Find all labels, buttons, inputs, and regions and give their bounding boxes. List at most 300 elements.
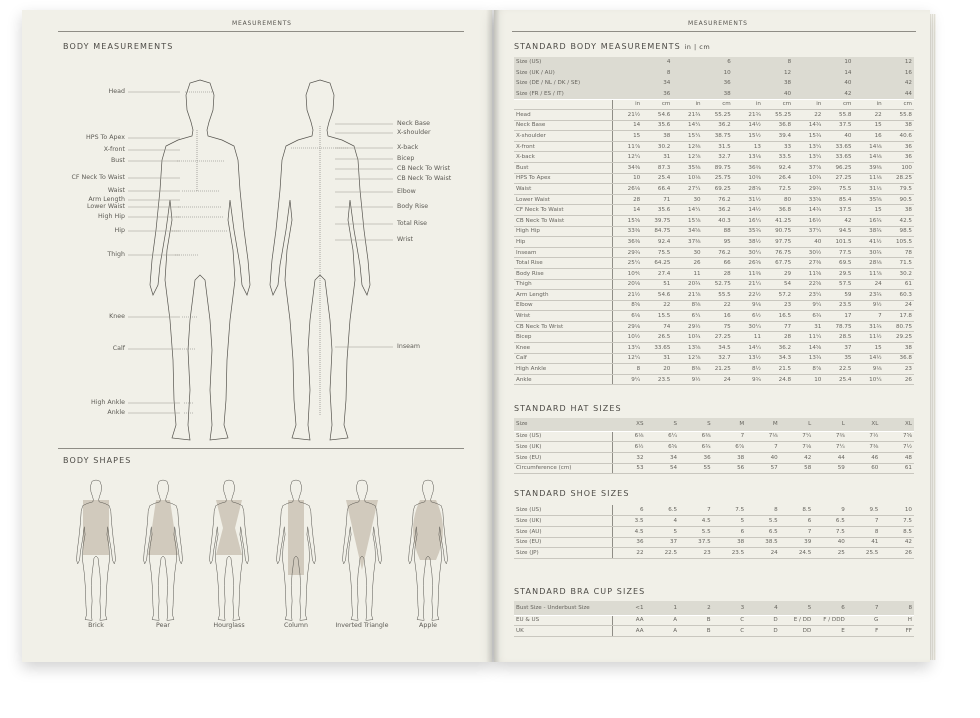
cell: 4.5 [679, 516, 713, 527]
body-shape-label: Hourglass [213, 622, 245, 629]
cell: 10¾ [672, 332, 702, 343]
cell: 15.5 [642, 311, 672, 322]
cell: E [813, 626, 847, 637]
cell: DD [780, 626, 814, 637]
cell: 8⅜ [672, 364, 702, 375]
front-label: Bust [110, 157, 125, 164]
cell: 11¼ [793, 332, 823, 343]
cell: 55.25 [703, 110, 733, 121]
cell: 78 [884, 247, 914, 258]
row-label: UK [514, 626, 612, 637]
cell: 8 [847, 526, 881, 537]
body-measurements-table [514, 57, 914, 385]
body-shape-label: Apple [419, 622, 437, 629]
table-row [514, 68, 914, 79]
cell: 29¾ [612, 247, 642, 258]
cell: 28 [703, 268, 733, 279]
cell: 9½ [672, 374, 702, 385]
body-table-title-text: STANDARD BODY MEASUREMENTS [514, 42, 681, 51]
cell: 33⅜ [612, 226, 642, 237]
cell: 12 [854, 57, 915, 68]
row-label: Lower Waist [514, 194, 612, 205]
cell: 15¾ [793, 131, 823, 142]
cell: 21½ [612, 110, 642, 121]
cell: 56 [713, 463, 747, 474]
cell: 42.5 [884, 215, 914, 226]
cell: 15 [854, 343, 884, 354]
cell: 57 [746, 463, 780, 474]
cell: 7⅛ [746, 431, 780, 442]
cell: 22 [642, 300, 672, 311]
table-row [514, 332, 914, 343]
table-row [514, 215, 914, 226]
body-shape-inverted-triangle [343, 480, 382, 620]
table-row [514, 526, 914, 537]
cell: 6¼ [646, 431, 680, 442]
cell: 41.25 [763, 215, 793, 226]
cell: 11⅞ [854, 268, 884, 279]
front-label: Ankle [107, 409, 125, 416]
cell: 16 [854, 131, 884, 142]
row-label: CF Neck To Waist [514, 205, 612, 216]
row-label [514, 99, 612, 110]
cell: 34.5 [703, 343, 733, 354]
cell: 40 [746, 452, 780, 463]
cell: 36.2 [703, 205, 733, 216]
cell: 31 [642, 353, 672, 364]
row-label: Head [514, 110, 612, 121]
cell: 69.5 [823, 258, 853, 269]
cell: 31 [793, 321, 823, 332]
body-shape-brick [77, 480, 116, 620]
cell: 13¼ [793, 141, 823, 152]
cell: 76.2 [703, 194, 733, 205]
table-row [514, 258, 914, 269]
front-label: Lower Waist [86, 203, 125, 210]
cell: 42 [880, 537, 914, 548]
back-label: Body Rise [397, 203, 429, 210]
cell: 8 [612, 364, 642, 375]
cell: 4 [746, 601, 780, 615]
cell: 30.2 [884, 268, 914, 279]
cell: 12¼ [612, 152, 642, 163]
cell: 22.5 [823, 364, 853, 375]
cell: 8⅝ [612, 300, 642, 311]
cell: 11⅛ [854, 173, 884, 184]
back-label: Elbow [397, 188, 416, 195]
cell: 92.4 [763, 162, 793, 173]
cell: 40.3 [703, 215, 733, 226]
table-row [514, 463, 914, 474]
cell: 34 [646, 452, 680, 463]
cell: 8⅞ [793, 364, 823, 375]
cell: 15 [854, 205, 884, 216]
cell: cm [823, 99, 853, 110]
cell: 33.65 [823, 141, 853, 152]
body-shape-label: Column [283, 622, 309, 629]
cell: 7 [713, 431, 747, 442]
cell: 14⅛ [854, 141, 884, 152]
cell: 37.5 [823, 205, 853, 216]
cell: 26⅝ [733, 258, 763, 269]
back-label: Bicep [397, 155, 415, 162]
cell: 80.75 [884, 321, 914, 332]
cell: 7 [780, 526, 814, 537]
cell: 40 [813, 537, 847, 548]
front-label: HPS To Apex [86, 134, 125, 141]
cell: 97.75 [763, 237, 793, 248]
cell: 77 [763, 321, 793, 332]
cell: 14½ [733, 120, 763, 131]
table-row [514, 601, 914, 615]
row-label: Body Rise [514, 268, 612, 279]
cell: 85.4 [823, 194, 853, 205]
cell: 75.5 [642, 247, 672, 258]
cell: 61 [880, 463, 914, 474]
table-row [514, 141, 914, 152]
cell: FF [880, 626, 914, 637]
cell: 96.25 [823, 162, 853, 173]
row-label: Size (UK / AU) [514, 68, 612, 79]
row-label: Thigh [514, 279, 612, 290]
cell: 22 [612, 548, 646, 559]
cell: XL [880, 418, 914, 431]
cell: G [847, 615, 881, 626]
cell: 60.3 [884, 290, 914, 301]
cell: 14 [612, 205, 642, 216]
body-shape-label: Pear [156, 622, 170, 629]
cell: 6 [813, 601, 847, 615]
cell: 59 [823, 290, 853, 301]
table-row [514, 505, 914, 516]
cell: 21¼ [733, 279, 763, 290]
cell: 40 [733, 89, 793, 100]
cell: 26 [884, 374, 914, 385]
cell: 101.5 [823, 237, 853, 248]
cell: 6 [713, 526, 747, 537]
cell: 26.5 [642, 332, 672, 343]
cell: 22½ [733, 290, 763, 301]
cell: 48 [880, 452, 914, 463]
cell: 94.5 [823, 226, 853, 237]
cell: 23.5 [642, 374, 672, 385]
cell: D [746, 615, 780, 626]
cell: 16 [703, 311, 733, 322]
cell: B [679, 615, 713, 626]
cell: 21.5 [763, 364, 793, 375]
cell: 37¼ [793, 226, 823, 237]
cell: 38 [642, 131, 672, 142]
table-row [514, 78, 914, 89]
table-row [514, 343, 914, 354]
back-label: Total Rise [397, 220, 427, 227]
cell: 5 [713, 516, 747, 527]
cell: 30¼ [733, 247, 763, 258]
cell: 71.5 [884, 258, 914, 269]
cell: 38½ [733, 237, 763, 248]
cell: 105.5 [884, 237, 914, 248]
cell: 40 [823, 131, 853, 142]
cell: 84.75 [642, 226, 672, 237]
cell: 23.5 [823, 300, 853, 311]
row-label: Size (AU) [514, 526, 612, 537]
cell: L [813, 418, 847, 431]
cell: 37⅞ [793, 162, 823, 173]
cell: 8 [612, 68, 672, 79]
cell: 6⅜ [679, 431, 713, 442]
cell: 9⅛ [733, 300, 763, 311]
cell: 34⅜ [612, 162, 642, 173]
cell: 57.2 [763, 290, 793, 301]
body-shapes-title: BODY SHAPES [63, 456, 132, 465]
cell: 23¾ [854, 290, 884, 301]
cell: 55.8 [823, 110, 853, 121]
cell: 5 [646, 526, 680, 537]
cell: in [733, 99, 763, 110]
cell: 7 [847, 516, 881, 527]
cell: 27¼ [672, 184, 702, 195]
cell: 36 [884, 152, 914, 163]
cell: 42 [780, 452, 814, 463]
cell: 26.4 [763, 173, 793, 184]
cell: 31½ [733, 194, 763, 205]
cell: 9 [813, 505, 847, 516]
cell: 7.5 [880, 516, 914, 527]
table-row [514, 321, 914, 332]
body-shape-label: Brick [88, 622, 104, 629]
row-label: EU & US [514, 615, 612, 626]
cell: 77.5 [823, 247, 853, 258]
cell: 38.75 [703, 131, 733, 142]
cell: 15½ [733, 131, 763, 142]
cell: 39 [780, 537, 814, 548]
cell: AA [612, 615, 646, 626]
row-label: Size (JP) [514, 548, 612, 559]
cell: 10 [793, 57, 853, 68]
table-row [514, 548, 914, 559]
cell: 8 [746, 505, 780, 516]
back-label: CB Neck To Waist [397, 175, 452, 182]
cell: 36.8 [763, 205, 793, 216]
cell: 36⅜ [733, 162, 763, 173]
cell: 35⅜ [672, 162, 702, 173]
back-label: Neck Base [397, 120, 431, 127]
cell: 41½ [854, 237, 884, 248]
cell: 34.3 [763, 353, 793, 364]
cell: 25¼ [612, 258, 642, 269]
cell: 7½ [847, 431, 881, 442]
cell: 78.75 [823, 321, 853, 332]
row-label: Inseam [514, 247, 612, 258]
cell: 7 [854, 311, 884, 322]
cell: 22 [793, 110, 823, 121]
cell: 13⅝ [672, 343, 702, 354]
row-label: Knee [514, 343, 612, 354]
cell: 75 [703, 321, 733, 332]
row-label: Hip [514, 237, 612, 248]
cell: 9⅛ [854, 364, 884, 375]
left-mid-rule [58, 448, 464, 449]
row-label: Arm Length [514, 290, 612, 301]
cell: 10 [880, 505, 914, 516]
hat-table-title: STANDARD HAT SIZES [514, 404, 622, 413]
table-row [514, 57, 914, 68]
cell: 28 [612, 194, 642, 205]
cell: 4 [646, 516, 680, 527]
cell: 29.5 [823, 268, 853, 279]
cell: 5 [780, 601, 814, 615]
cell: 9¼ [793, 300, 823, 311]
cell: 34⅝ [672, 226, 702, 237]
cell: in [854, 99, 884, 110]
cell: 15¼ [672, 131, 702, 142]
cell: 60 [847, 463, 881, 474]
cell: 79.5 [884, 184, 914, 195]
cell: 30 [672, 247, 702, 258]
cell: 8.5 [780, 505, 814, 516]
cell: 7½ [880, 442, 914, 453]
cell: 100 [884, 162, 914, 173]
cell: 7⅛ [780, 442, 814, 453]
cell: 57.5 [823, 279, 853, 290]
cell: F / DDD [813, 615, 847, 626]
cell: 21¾ [672, 110, 702, 121]
cell: 28 [763, 332, 793, 343]
cell: 6¾ [793, 311, 823, 322]
cell: B [679, 626, 713, 637]
cell: 76.2 [703, 247, 733, 258]
row-label: CB Neck To Waist [514, 215, 612, 226]
cell: 7⅝ [880, 431, 914, 442]
cell: 54.6 [642, 290, 672, 301]
cell: C [713, 626, 747, 637]
cell: 42 [823, 215, 853, 226]
cell: 74 [642, 321, 672, 332]
row-label: HPS To Apex [514, 173, 612, 184]
cell: 8.5 [880, 526, 914, 537]
cell: F [847, 626, 881, 637]
cell: 13 [733, 141, 763, 152]
cell: 33 [763, 141, 793, 152]
cell: 10 [612, 173, 642, 184]
cell: 36⅜ [612, 237, 642, 248]
cell: <1 [612, 601, 646, 615]
cell: 28.25 [884, 173, 914, 184]
cell: 90.5 [884, 194, 914, 205]
cell: 7⅜ [813, 431, 847, 442]
cell: AA [612, 626, 646, 637]
table-row [514, 374, 914, 385]
shoe-sizes-table [514, 505, 914, 559]
cell: S [646, 418, 680, 431]
body-table-title [514, 42, 710, 51]
row-label: Neck Base [514, 120, 612, 131]
cell: cm [763, 99, 793, 110]
cell: 28.5 [823, 332, 853, 343]
cell: 36.2 [763, 343, 793, 354]
cell: 7¼ [780, 431, 814, 442]
cell: 39.4 [763, 131, 793, 142]
row-label: Size (FR / ES / IT) [514, 89, 612, 100]
cell: 5.5 [679, 526, 713, 537]
front-label: Arm Length [88, 196, 125, 203]
bra-cup-sizes-table [514, 601, 914, 637]
cell: 24 [854, 279, 884, 290]
cell: 7 [746, 442, 780, 453]
cell: 15 [854, 120, 884, 131]
cell: L [780, 418, 814, 431]
cell: 17 [823, 311, 853, 322]
table-row [514, 162, 914, 173]
cell: 33⅝ [793, 194, 823, 205]
cell: 80 [763, 194, 793, 205]
row-label: Size (EU) [514, 537, 612, 548]
row-label: Circumference (cm) [514, 463, 612, 474]
cell: 24 [703, 374, 733, 385]
cell: 29½ [672, 321, 702, 332]
table-row [514, 418, 914, 431]
cell: 11 [672, 268, 702, 279]
cell: 32.7 [703, 353, 733, 364]
cell: 31.5 [703, 141, 733, 152]
table-row [514, 537, 914, 548]
cell: 42 [854, 78, 915, 89]
row-label: Size (UK) [514, 516, 612, 527]
cell: 13¾ [793, 353, 823, 364]
cell: 17.8 [884, 311, 914, 322]
cell: in [672, 99, 702, 110]
cell: 14¼ [672, 205, 702, 216]
cell: 36 [612, 537, 646, 548]
cell: 44 [813, 452, 847, 463]
cell: 75.5 [823, 184, 853, 195]
cell: 87.3 [642, 162, 672, 173]
cell: 92.4 [642, 237, 672, 248]
cell: 14½ [854, 353, 884, 364]
front-label: High Ankle [90, 399, 125, 406]
cell: 10⅘ [612, 268, 642, 279]
cell: 35.6 [642, 120, 672, 131]
cell: 55 [679, 463, 713, 474]
body-shape-label: Inverted Triangle [335, 622, 389, 629]
cell: 25 [813, 548, 847, 559]
cell: 14½ [733, 205, 763, 216]
cell: 30¼ [733, 321, 763, 332]
front-label: Calf [112, 345, 125, 352]
cell: 14⅝ [793, 343, 823, 354]
cell: 27.25 [703, 332, 733, 343]
cell: 30¾ [854, 247, 884, 258]
table-row [514, 300, 914, 311]
cell: 35⅝ [854, 194, 884, 205]
left-running-head: MEASUREMENTS [232, 20, 292, 27]
cell: 13½ [733, 353, 763, 364]
row-label: X-shoulder [514, 131, 612, 142]
cell: 11 [733, 332, 763, 343]
cell: 55.5 [703, 290, 733, 301]
cell: 21⅞ [672, 290, 702, 301]
front-label: Thigh [107, 251, 125, 258]
front-figure [150, 80, 250, 440]
cell: 33.5 [763, 152, 793, 163]
cell: 72.5 [763, 184, 793, 195]
cell: 13¼ [793, 152, 823, 163]
cell: A [646, 626, 680, 637]
cell: 11⅞ [612, 141, 642, 152]
front-label: Waist [107, 187, 125, 194]
cell: 12⅞ [672, 152, 702, 163]
cell: 31⅓ [854, 184, 884, 195]
